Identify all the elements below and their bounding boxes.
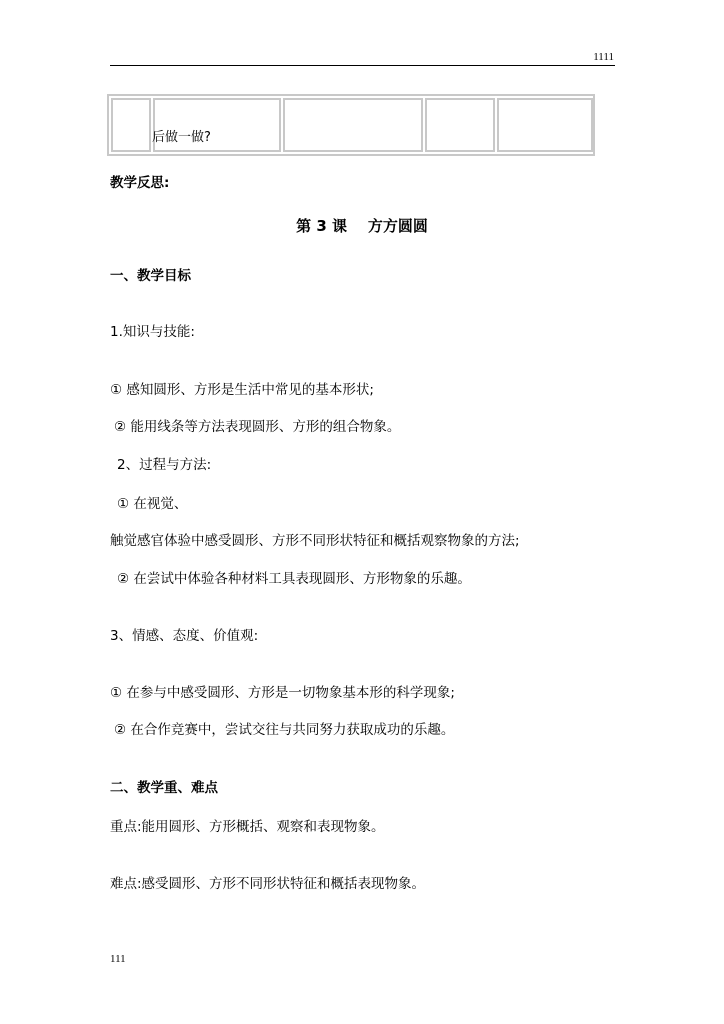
objective-item-continued: 触觉感官体验中感受圆形、方形不同形状特征和概括观察物象的方法; — [110, 533, 520, 549]
table-cell — [497, 98, 593, 152]
keypoints-heading: 二、教学重、难点 — [110, 780, 218, 796]
objective-item: ② 在尝试中体验各种材料工具表现圆形、方形物象的乐趣。 — [117, 571, 471, 587]
emotion-values-heading: 3、情感、态度、价值观: — [110, 628, 259, 644]
objective-item: ① 在视觉、 — [117, 496, 188, 512]
header-page-number: 1111 — [593, 51, 614, 63]
table-cell — [111, 98, 151, 152]
objective-item: ① 感知圆形、方形是生活中常见的基本形状; — [110, 382, 374, 398]
objective-item: ② 能用线条等方法表现圆形、方形的组合物象。 — [114, 419, 401, 435]
lesson-table — [107, 94, 595, 156]
table-cell-text: 后做一做? — [152, 130, 211, 145]
header-rule — [110, 65, 615, 66]
objective-item: ① 在参与中感受圆形、方形是一切物象基本形的科学现象; — [110, 685, 455, 701]
difficult-point: 难点:感受圆形、方形不同形状特征和概括表现物象。 — [110, 876, 426, 892]
knowledge-skills-heading: 1.知识与技能: — [110, 324, 195, 340]
reflection-label: 教学反思: — [110, 175, 170, 191]
key-point: 重点:能用圆形、方形概括、观察和表现物象。 — [110, 819, 385, 835]
process-method-heading: 2、过程与方法: — [117, 457, 212, 473]
lesson-title: 第 3 课 方方圆圆 — [296, 217, 428, 235]
footer-page-number: 111 — [110, 953, 126, 965]
objectives-heading: 一、教学目标 — [110, 268, 191, 284]
table-cell — [283, 98, 423, 152]
table-cell — [425, 98, 495, 152]
objective-item: ② 在合作竞赛中，尝试交往与共同努力获取成功的乐趣。 — [114, 722, 455, 738]
